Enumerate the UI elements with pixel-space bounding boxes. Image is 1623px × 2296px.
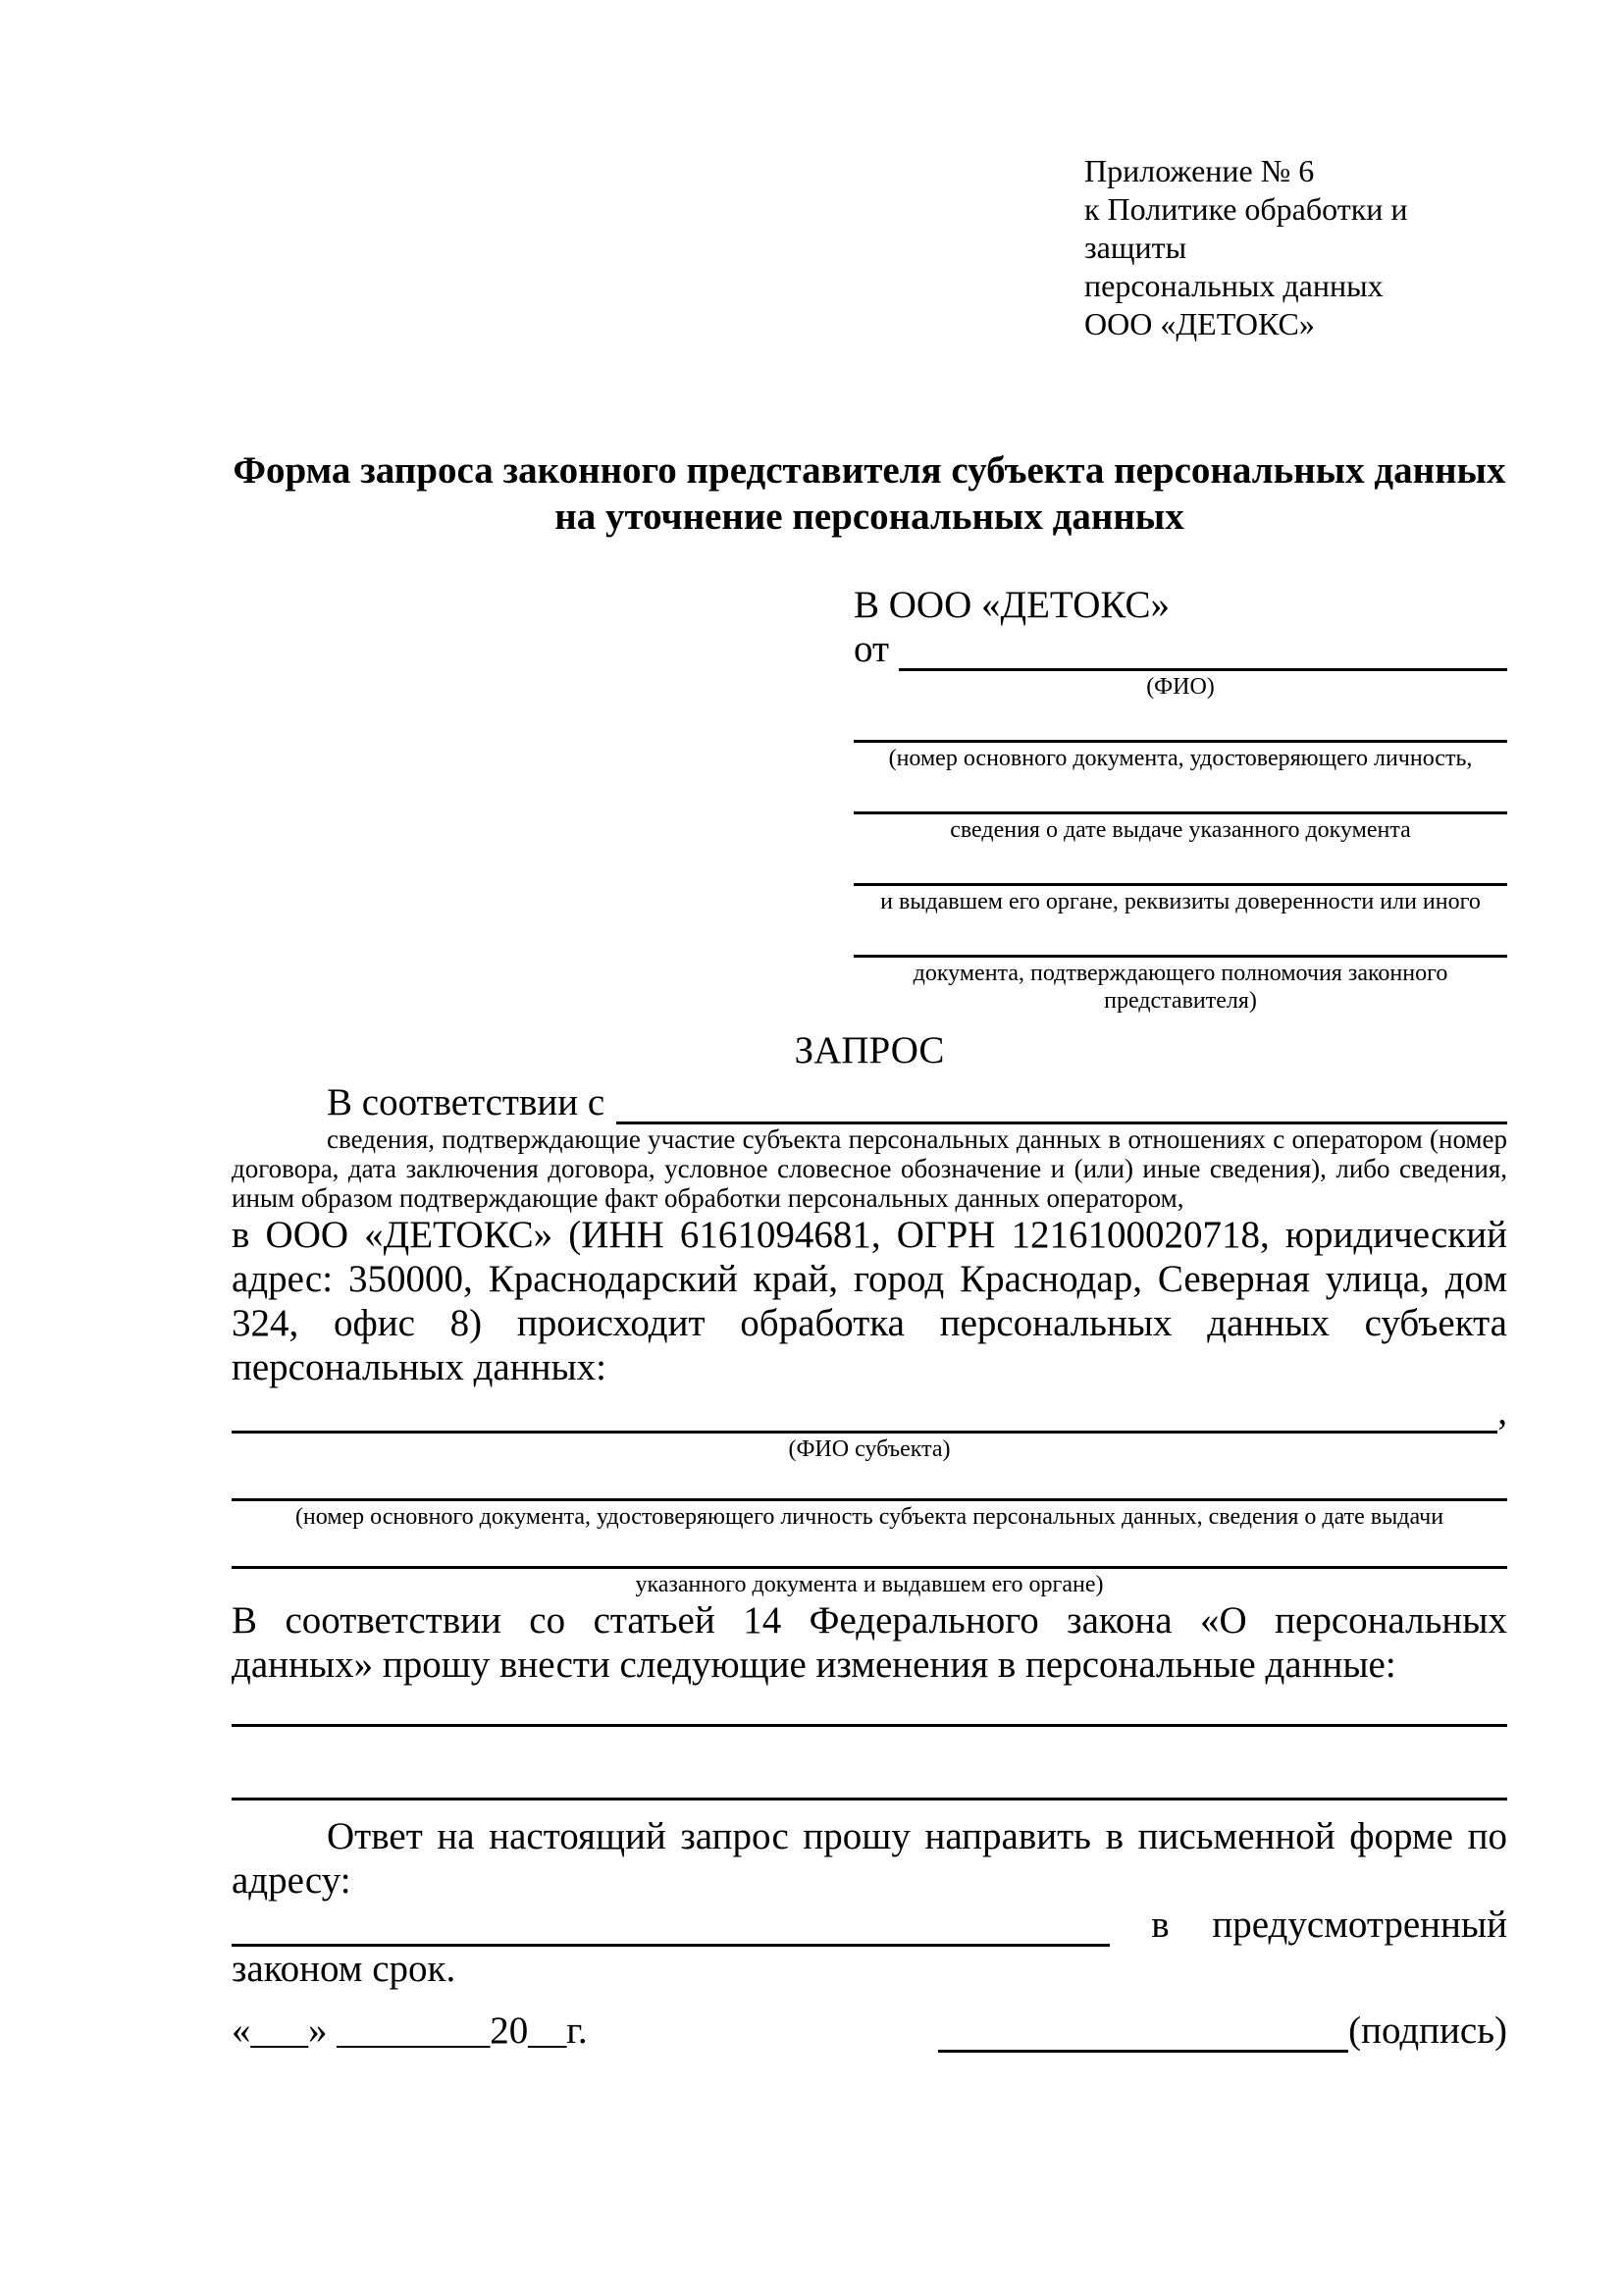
- fio-caption: (ФИО): [1146, 674, 1215, 700]
- appendix-line-3: персональных данных: [1084, 268, 1384, 303]
- issuing-authority-caption: и выдавшем его органе, реквизиты доверенности или иного: [880, 889, 1481, 914]
- document-title: [232, 447, 1507, 540]
- signature-field[interactable]: [938, 2018, 1348, 2053]
- document-number-caption: (номер основного документа, удостоверяющего личность,: [888, 746, 1473, 771]
- answer-line-3: законом срок.: [232, 1948, 456, 1990]
- accordance-note: сведения, подтверждающие участие субъекта персональных данных в отношениях с оператором (номер договора, дата заключения договора, условное словесное обозначение и (или) иные сведения), либо сведения, иным образом подтверждающие факт обработки персональных данных оператором,: [232, 1124, 1507, 1213]
- signature-caption: (подпись): [1348, 2009, 1507, 2052]
- title-line-1: Форма запроса законного представителя субъекта персональных данных: [233, 449, 1506, 492]
- appendix-line-1: Приложение № 6: [1084, 153, 1315, 188]
- document-number-field[interactable]: [854, 701, 1507, 743]
- answer-block: [232, 1814, 1507, 1991]
- subject-document-caption: (номер основного документа, удостоверяющего личность субъекта персональных данных, сведения о дате выдачи: [294, 1504, 1444, 1530]
- subject-fio-row: [232, 1389, 1507, 1434]
- signature-group: [938, 2009, 1507, 2053]
- operator-paragraph: в ООО «ДЕТОКС» (ИНН 6161094681, ОГРН 1216100020718, юридический адрес: 350000, Краснодарский край, город Краснодар, Северная улица, дом 324, офис 8) происходит обработка персональных данных субъекта персональных данных:: [232, 1214, 1507, 1388]
- authority-document-field[interactable]: [854, 915, 1507, 958]
- request-heading: ЗАПРОС: [794, 1029, 945, 1071]
- subject-fio-caption: (ФИО субъекта): [788, 1436, 951, 1462]
- issuing-authority-field[interactable]: [854, 844, 1507, 886]
- answer-tail: в предусмотренный: [1151, 1904, 1507, 1946]
- from-row: [854, 627, 1507, 671]
- representative-name-field[interactable]: [899, 668, 1507, 671]
- date-signature-row: [232, 2009, 1507, 2053]
- changes-field-line-1[interactable]: [232, 1710, 1507, 1727]
- from-label: от: [854, 628, 890, 670]
- subject-fio-comma: ,: [1497, 1390, 1507, 1433]
- addressee-org: В ООО «ДЕТОКС»: [854, 584, 1170, 626]
- issue-date-field[interactable]: [854, 772, 1507, 814]
- article-paragraph: В соответствии со статьей 14 Федерального закона «О персональных данных» прошу внести следующие изменения в персональные данные:: [232, 1599, 1507, 1686]
- changes-field-line-2[interactable]: [232, 1727, 1507, 1800]
- subject-document-field[interactable]: [232, 1463, 1507, 1501]
- subject-fio-field[interactable]: [232, 1417, 1497, 1434]
- date-field[interactable]: «___» ________20__г.: [232, 2009, 588, 2052]
- appendix-line-4: ООО «ДЕТОКС»: [1084, 306, 1315, 341]
- answer-line-1: Ответ на настоящий запрос прошу направить в письменной форме по адресу:: [232, 1815, 1507, 1902]
- title-line-2: на уточнение персональных данных: [554, 496, 1184, 538]
- appendix-line-2: к Политике обработки и защиты: [1084, 191, 1408, 265]
- authority-document-caption: документа, подтверждающего полномочия законного представителя): [913, 961, 1448, 1014]
- addressee-block: [854, 583, 1507, 1015]
- accordance-row: [232, 1080, 1507, 1124]
- subject-document-issuer-caption: указанного документа и выдавшем его органе): [635, 1572, 1104, 1597]
- answer-address-row: [232, 1903, 1507, 1947]
- appendix-note: [1084, 152, 1507, 343]
- issue-date-caption: сведения о дате выдаче указанного документа: [950, 817, 1411, 843]
- subject-document-issuer-field[interactable]: [232, 1531, 1507, 1569]
- address-field[interactable]: [232, 1905, 1110, 1947]
- accordance-label: В соответствии с: [327, 1081, 605, 1123]
